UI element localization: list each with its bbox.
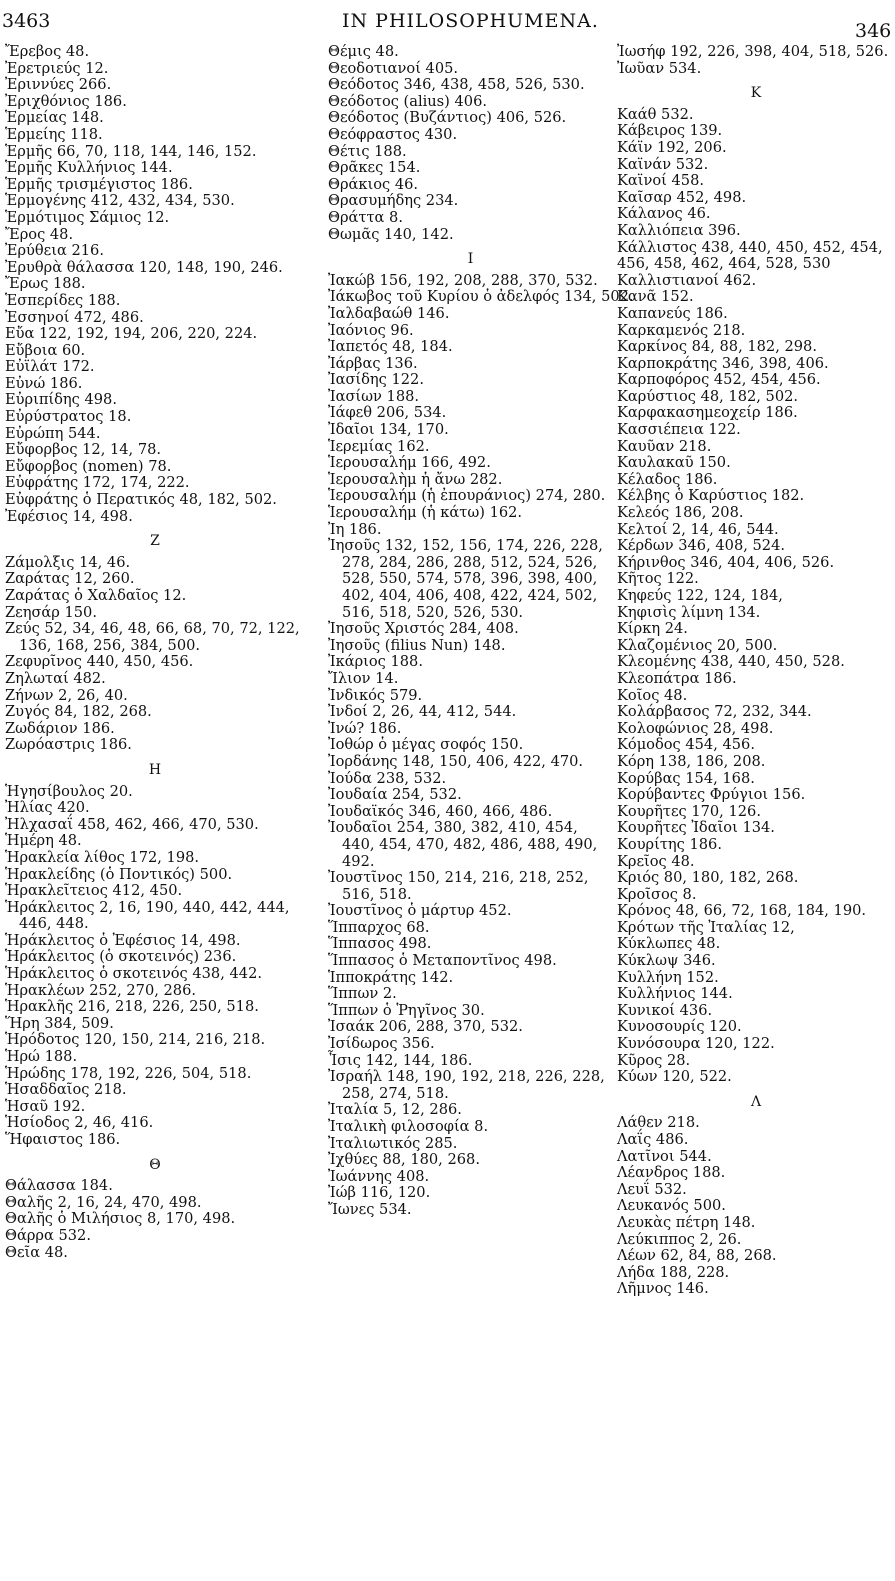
index-entry: Λέανδρος 188.: [617, 1164, 726, 1182]
index-entry: Θράκιος 46.: [328, 175, 419, 193]
index-entry: Καπανεύς 186.: [617, 304, 728, 322]
index-entry: Θαλῆς ὁ Μιλήσιος 8, 170, 498.: [5, 1210, 236, 1228]
index-entry: Κροῖσος 8.: [617, 885, 697, 903]
index-entry: Καυλακαῦ 150.: [617, 454, 731, 472]
index-entry: Ἰταλία 5, 12, 286.: [328, 1101, 462, 1119]
section-heading-lambda: Λ: [750, 1093, 762, 1110]
index-entry: Κύων 120, 522.: [617, 1068, 732, 1086]
index-entry: Ἥρη 384, 509.: [5, 1014, 114, 1032]
entry-list: [328, 271, 634, 1219]
index-entry: Κόρη 138, 186, 208.: [617, 752, 766, 770]
index-entry: Ἰωάννης 408.: [328, 1167, 430, 1185]
index-entry: Ἰοθώρ ὁ μέγας σοφός 150.: [328, 736, 524, 754]
index-entry: Ἱερουσαλήμ (ἡ κάτω) 162.: [328, 504, 523, 522]
index-entry: Λέων 62, 84, 88, 268.: [617, 1247, 777, 1265]
index-entry: Ἱπποκράτης 142.: [328, 968, 454, 986]
index-entry: Κυνικοί 436.: [617, 1001, 713, 1019]
index-entry: Εὐϊλάτ 172.: [5, 358, 95, 376]
index-entry: Εὔα 122, 192, 194, 206, 220, 224.: [5, 325, 258, 343]
index-entry: Κρόνος 48, 66, 72, 168, 184, 190.: [617, 902, 867, 920]
index-entry: Ἰασίδης 122.: [328, 371, 424, 389]
index-entry: Ἠλίας 420.: [5, 799, 90, 817]
index-entry: Ἵππαρχος 68.: [328, 918, 430, 936]
index-entry: Ἰωῦαν 534.: [617, 59, 702, 77]
index-entry: Ἔρως 188.: [5, 275, 86, 293]
index-entry: Κλεομένης 438, 440, 450, 528.: [617, 653, 845, 671]
entry-list: [5, 1178, 305, 1261]
index-entry: Ζήνων 2, 26, 40.: [5, 686, 128, 704]
index-column-1: [5, 44, 305, 1261]
index-entry: Ἡρακλεῖτειος 412, 450.: [5, 882, 183, 900]
index-entry: Ἰταλικὴ φιλοσοφία 8.: [328, 1118, 489, 1135]
index-entry: Ἰάκωβος τοῦ Κυρίου ὁ ἀδελφός 134, 502.: [328, 288, 634, 306]
index-entry: Θαλῆς 2, 16, 24, 470, 498.: [5, 1193, 202, 1211]
section-heading-zeta: Z: [150, 533, 160, 550]
index-entry: Ἰαλδαβαώθ 146.: [328, 304, 450, 322]
index-entry: Ἡσαῦ 192.: [5, 1097, 86, 1115]
index-entry: Ἰσαάκ 206, 288, 370, 532.: [328, 1018, 523, 1036]
index-entry: Ἑρμότιμος Σάμιος 12.: [5, 208, 170, 226]
index-entry: Καρύστιος 48, 182, 502.: [617, 387, 799, 405]
index-entry: Ἰησοῦς (filius Nun) 148.: [328, 636, 506, 654]
index-entry: Θεόφραστος 430.: [328, 125, 458, 143]
index-entry: Κοῖος 48.: [617, 686, 688, 704]
index-entry: Κέλαδος 186.: [617, 470, 718, 488]
index-entry: Κρεῖος 48.: [617, 852, 695, 870]
index-entry: Ἰουδαϊκός 346, 460, 466, 486.: [328, 802, 553, 820]
index-entry: Κουρῆτες Ἰδαῖοι 134.: [617, 819, 775, 837]
index-entry: Κριός 80, 180, 182, 268.: [617, 869, 799, 887]
index-entry: Κρότων τῆς Ἰταλίας 12,: [617, 918, 795, 936]
entry-list: [328, 44, 613, 243]
index-entry: Ἐρύθεια 216.: [5, 242, 104, 260]
index-entry: Εὔβοια 60.: [5, 341, 86, 359]
index-entry: Λῆμνος 146.: [617, 1280, 709, 1298]
index-entry: Ἰάφεθ 206, 534.: [328, 404, 447, 422]
index-entry: Κήρινθος 346, 404, 406, 526.: [617, 553, 835, 571]
index-entry: Κύκλωψ 346.: [617, 952, 716, 970]
section-heading-eta: H: [148, 761, 162, 778]
index-entry: Κάβειρος 139.: [617, 122, 723, 140]
index-entry: Εὐριπίδης 498.: [5, 391, 117, 409]
index-entry: Ἐφέσιος 14, 498.: [5, 507, 133, 525]
index-entry: Ἰάρβας 136.: [328, 354, 418, 372]
index-entry: Καυῦαν 218.: [617, 437, 712, 455]
index-entry: Ζαράτας 12, 260.: [5, 570, 135, 588]
index-entry: Κολάρβασος 72, 232, 344.: [617, 703, 812, 721]
index-entry: Καάθ 532.: [617, 105, 694, 123]
index-entry: Θεόδοτος (alius) 406.: [328, 92, 487, 110]
index-entry: Λευκὰς πέτρη 148.: [617, 1213, 756, 1231]
index-entry: Κανᾶ 152.: [617, 288, 694, 306]
index-entry: Ἰουδαία 254, 532.: [328, 786, 462, 804]
index-entry: Ἰνώ? 186.: [328, 719, 402, 737]
index-entry: Ἰνδοί 2, 26, 44, 412, 544.: [328, 703, 517, 721]
index-entry: Ἰχθύες 88, 180, 268.: [328, 1151, 480, 1169]
index-entry: Ἰνδικός 579.: [328, 686, 423, 704]
index-entry: Εὔφορβος (nomen) 78.: [5, 457, 172, 475]
index-entry: Κάϊν 192, 206.: [617, 138, 727, 156]
index-entry: Ἐσσηνοί 472, 486.: [5, 308, 144, 326]
index-entry: Κλαζομένιος 20, 500.: [617, 636, 778, 654]
index-entry: Ἡρόδοτος 120, 150, 214, 216, 218.: [5, 1031, 266, 1049]
index-entry: Κῆτος 122.: [617, 570, 699, 588]
index-entry: Κολοφώνιος 28, 498.: [617, 719, 774, 737]
index-entry: Ἡράκλειτος ὁ σκοτεινός 438, 442.: [5, 965, 262, 983]
entry-list: [5, 555, 305, 754]
index-entry: Ἰώβ 116, 120.: [328, 1184, 431, 1202]
index-entry: Ἶσις 142, 144, 186.: [328, 1051, 473, 1069]
index-entry: Ζεησάρ 150.: [5, 603, 97, 621]
index-entry: Καλλιόπεια 396.: [617, 221, 741, 239]
index-entry: Ἱερουσαλήμ 166, 492.: [328, 454, 491, 472]
index-entry: Λεύκιππος 2, 26.: [617, 1230, 742, 1248]
index-entry: Εὐρώπη 544.: [5, 424, 101, 442]
index-entry: Θεοδοτιανοί 405.: [328, 59, 459, 77]
index-entry: Κίρκη 24.: [617, 620, 688, 638]
index-entry: Καρποκράτης 346, 398, 406.: [617, 354, 829, 372]
entry-list: [5, 784, 305, 1149]
page-number-right: 346: [855, 20, 892, 42]
index-entry: Καρκίνος 84, 88, 182, 298.: [617, 338, 817, 356]
index-entry: Ἱερουσαλήμ (ἡ ἐπουράνιος) 274, 280.: [328, 487, 606, 505]
index-entry: Ἰούδα 238, 532.: [328, 769, 447, 787]
index-entry: Ἡρακλεία λίθος 172, 198.: [5, 848, 200, 866]
index-entry: Ἰουδαῖοι 254, 380, 382, 410, 454, 440, 454, 470, 482, 486, 488, 490, 492.: [328, 819, 598, 870]
index-entry: Κέρδων 346, 408, 524.: [617, 537, 785, 555]
index-entry: Ἰαπετός 48, 184.: [328, 338, 453, 356]
index-entry: Κηφεύς 122, 124, 184,: [617, 587, 783, 604]
index-entry: Ἡρακλῆς 216, 218, 226, 250, 518.: [5, 998, 259, 1016]
running-title: IN PHILOSOPHUMENA.: [342, 10, 599, 32]
index-entry: Κουρῆτες 170, 126.: [617, 802, 761, 820]
index-entry: Ἰουστῖνος ὁ μάρτυρ 452.: [328, 902, 512, 920]
index-entry: Ζωδάριον 186.: [5, 719, 115, 737]
index-entry: Ἡρακλείδης (ὁ Ποντικός) 500.: [5, 865, 233, 883]
index-entry: Κορύβαντες Φρύγιοι 156.: [617, 786, 806, 804]
index-entry: Ἡσίοδος 2, 46, 416.: [5, 1114, 154, 1132]
index-entry: Ἴλιον 14.: [328, 669, 399, 687]
index-entry: Καρποφόρος 452, 454, 456.: [617, 371, 821, 389]
index-entry: Ἰασίων 188.: [328, 387, 420, 405]
index-entry: Εὐρύστρατος 18.: [5, 408, 132, 426]
index-entry: Ἡσαδδαῖος 218.: [5, 1081, 127, 1099]
entry-list: [617, 44, 895, 77]
index-entry: Θέτις 188.: [328, 142, 407, 160]
index-entry: Κουρίτης 186.: [617, 835, 722, 853]
index-entry: Λατῖνοι 544.: [617, 1147, 712, 1165]
index-entry: Ἑρμῆς 66, 70, 118, 144, 146, 152.: [5, 142, 257, 160]
index-column-2: [328, 43, 634, 1219]
index-entry: Ζεφυρῖνος 440, 450, 456.: [5, 653, 194, 671]
index-entry: Ἵππων 2.: [328, 985, 397, 1003]
index-entry: Ἰδαῖοι 134, 170.: [328, 421, 449, 439]
index-entry: Ἡμέρη 48.: [5, 832, 82, 850]
index-entry: Ἡρώδης 178, 192, 226, 504, 518.: [5, 1064, 252, 1082]
index-entry: Λευκανός 500.: [617, 1197, 726, 1215]
index-entry: Εὐφράτης ὁ Περατικός 48, 182, 502.: [5, 491, 277, 509]
index-entry: Ἡρώ 188.: [5, 1048, 78, 1066]
index-entry: Ἥφαιστος 186.: [5, 1131, 121, 1148]
index-entry: Ζεύς 52, 34, 46, 48, 66, 68, 70, 72, 122, 136, 168, 256, 384, 500.: [5, 620, 300, 654]
index-entry: Ἱερουσαλὴμ ἡ ἄνω 282.: [328, 470, 503, 488]
index-entry: Καρφακασημεοχείρ 186.: [617, 404, 798, 422]
index-entry: Κορύβας 154, 168.: [617, 769, 755, 787]
index-entry: Κυλλήνη 152.: [617, 968, 719, 986]
index-entry: Ἰσραήλ 148, 190, 192, 218, 226, 228, 258, 274, 518.: [328, 1068, 605, 1102]
section-heading-iota: I: [467, 251, 474, 268]
index-entry: Λάθεν 218.: [617, 1114, 700, 1132]
index-entry: Ἑσπερίδες 188.: [5, 291, 121, 309]
index-entry: Θρασυμήδης 234.: [328, 192, 459, 210]
index-entry: Κυλλήνιος 144.: [617, 985, 733, 1003]
index-entry: Θεῖα 48.: [5, 1243, 68, 1261]
index-entry: Κασσιέπεια 122.: [617, 421, 741, 439]
index-entry: Ἑρμῆς Κυλλήνιος 144.: [5, 159, 173, 177]
index-entry: Κελτοί 2, 14, 46, 544.: [617, 520, 779, 538]
index-entry: Ἰταλιωτικός 285.: [328, 1134, 458, 1152]
index-entry: Καϊνάν 532.: [617, 155, 709, 173]
index-entry: Καλλιστιανοί 462.: [617, 271, 757, 289]
index-entry: Ἡράκλειτος 2, 16, 190, 440, 442, 444, 446, 448.: [5, 898, 290, 933]
index-entry: Ἠλχασαΐ 458, 462, 466, 470, 530.: [5, 815, 259, 833]
index-entry: Θεόδοτος 346, 438, 458, 526, 530.: [328, 76, 585, 94]
index-entry: Ἑρμογένης 412, 432, 434, 530.: [5, 192, 235, 210]
index-entry: Ἰαόνιος 96.: [328, 321, 414, 339]
index-entry: Λευΐ 532.: [617, 1180, 687, 1198]
index-entry: Ἰη 186.: [328, 520, 382, 538]
index-entry: Ἰκάριος 188.: [328, 653, 423, 671]
index-entry: Ἡρακλέων 252, 270, 286.: [5, 981, 197, 999]
index-entry: Εὐνώ 186.: [5, 374, 83, 392]
index-entry: Ἱερεμίας 162.: [328, 437, 430, 455]
index-entry: Ἰωσήφ 192, 226, 398, 404, 518, 526.: [617, 43, 889, 60]
page-header: [0, 4, 895, 44]
index-entry: Θράττα 8.: [328, 208, 403, 226]
index-entry: Καρκαμενός 218.: [617, 321, 746, 339]
index-entry: Ἐριννύες 266.: [5, 76, 112, 94]
index-entry: Ἰουστῖνος 150, 214, 216, 218, 252, 516, 518.: [328, 869, 589, 903]
index-entry: Θέμις 48.: [328, 43, 399, 60]
index-entry: Εὐφράτης 172, 174, 222.: [5, 474, 190, 492]
index-entry: Ἐριχθόνιος 186.: [5, 92, 127, 110]
index-entry: Ἰσίδωρος 356.: [328, 1035, 435, 1053]
index-entry: Λαΐς 486.: [617, 1131, 689, 1148]
index-entry: Κυνόσουρα 120, 122.: [617, 1035, 775, 1053]
index-entry: Ἵππασος 498.: [328, 935, 432, 953]
index-entry: Θεόδοτος (Βυζάντιος) 406, 526.: [328, 109, 567, 127]
index-entry: Θάλασσα 184.: [5, 1177, 113, 1195]
index-entry: Ζηλωταί 482.: [5, 669, 106, 687]
index-entry: Ζωρόαστρις 186.: [5, 736, 132, 754]
index-entry: Ζάμολξις 14, 46.: [5, 553, 131, 571]
section-heading-kappa: K: [750, 85, 762, 102]
index-entry: Λήδα 188, 228.: [617, 1263, 730, 1281]
index-entry: Ἵππασος ὁ Μεταποντῖνος 498.: [328, 952, 557, 970]
index-entry: Ἡράκλειτος (ὁ σκοτεινός) 236.: [5, 948, 237, 966]
index-entry: Κάλλιστος 438, 440, 450, 452, 454,: [617, 238, 883, 256]
index-entry: Ἐρυθρὰ θάλασσα 120, 148, 190, 246.: [5, 258, 283, 276]
index-entry: Κελεός 186, 208.: [617, 504, 744, 522]
index-entry: Κλεοπάτρα 186.: [617, 669, 737, 687]
index-entry: Κόμοδος 454, 456.: [617, 736, 755, 754]
index-entry: Κηφισὶς λίμνη 134.: [617, 603, 761, 621]
index-entry: Καῖσαρ 452, 498.: [617, 188, 747, 206]
index-entry: Κάλανος 46.: [617, 205, 711, 223]
index-entry: Θάρρα 532.: [5, 1226, 91, 1244]
index-entry: Θρᾶκες 154.: [328, 159, 421, 177]
index-column-3: [617, 44, 895, 1298]
index-entry: Ζαράτας ὁ Χαλδαῖος 12.: [5, 587, 187, 604]
index-entry: Ἡράκλειτος ὁ Ἐφέσιος 14, 498.: [5, 931, 241, 949]
index-entry: Ἴωνες 534.: [328, 1200, 412, 1218]
index-entry: Κῦρος 28.: [617, 1051, 691, 1069]
index-entry: Ἔρεβος 48.: [5, 43, 90, 60]
index-entry: Ἰορδάνης 148, 150, 406, 422, 470.: [328, 752, 584, 770]
index-entry: Ἑρμείας 148.: [5, 109, 104, 127]
index-entry: Θωμᾶς 140, 142.: [328, 225, 454, 243]
index-entry: Ἑρμῆς τρισμέγιστος 186.: [5, 175, 193, 193]
index-entry: Εὔφορβος 12, 14, 78.: [5, 441, 162, 459]
index-entry: 456, 458, 462, 464, 528, 530: [617, 255, 831, 273]
entry-list: [617, 107, 895, 1086]
index-entry: Κυνοσουρίς 120.: [617, 1018, 742, 1036]
index-entry: Ζυγός 84, 182, 268.: [5, 703, 152, 721]
index-entry: Ἰακώβ 156, 192, 208, 288, 370, 532.: [328, 271, 598, 289]
index-entry: Ἐρετριεύς 12.: [5, 59, 109, 77]
index-entry: Κέλβης ὁ Καρύστιος 182.: [617, 487, 805, 505]
index-entry: Ἰησοῦς 132, 152, 156, 174, 226, 228, 278, 284, 286, 288, 512, 524, 526, 528, 550, 574, 578, 396, 398, 400, 402, 404, 406, 408, 422, 424, 502, 516, 518, 520, 526, 530.: [328, 537, 603, 621]
index-entry: Ἡγησίβουλος 20.: [5, 782, 133, 800]
entry-list: [5, 44, 305, 525]
index-entry: Ἔρος 48.: [5, 225, 74, 243]
index-entry: Ἵππων ὁ Ῥηγῖνος 30.: [328, 1001, 485, 1019]
page-number-left: 3463: [2, 10, 51, 32]
entry-list: [617, 1115, 895, 1298]
section-heading-theta: Θ: [149, 1156, 161, 1173]
index-entry: Κύκλωπες 48.: [617, 935, 721, 953]
index-entry: Ἰησοῦς Χριστός 284, 408.: [328, 620, 519, 638]
index-entry: Καϊνοί 458.: [617, 172, 704, 190]
index-entry: Ἑρμείης 118.: [5, 125, 103, 143]
